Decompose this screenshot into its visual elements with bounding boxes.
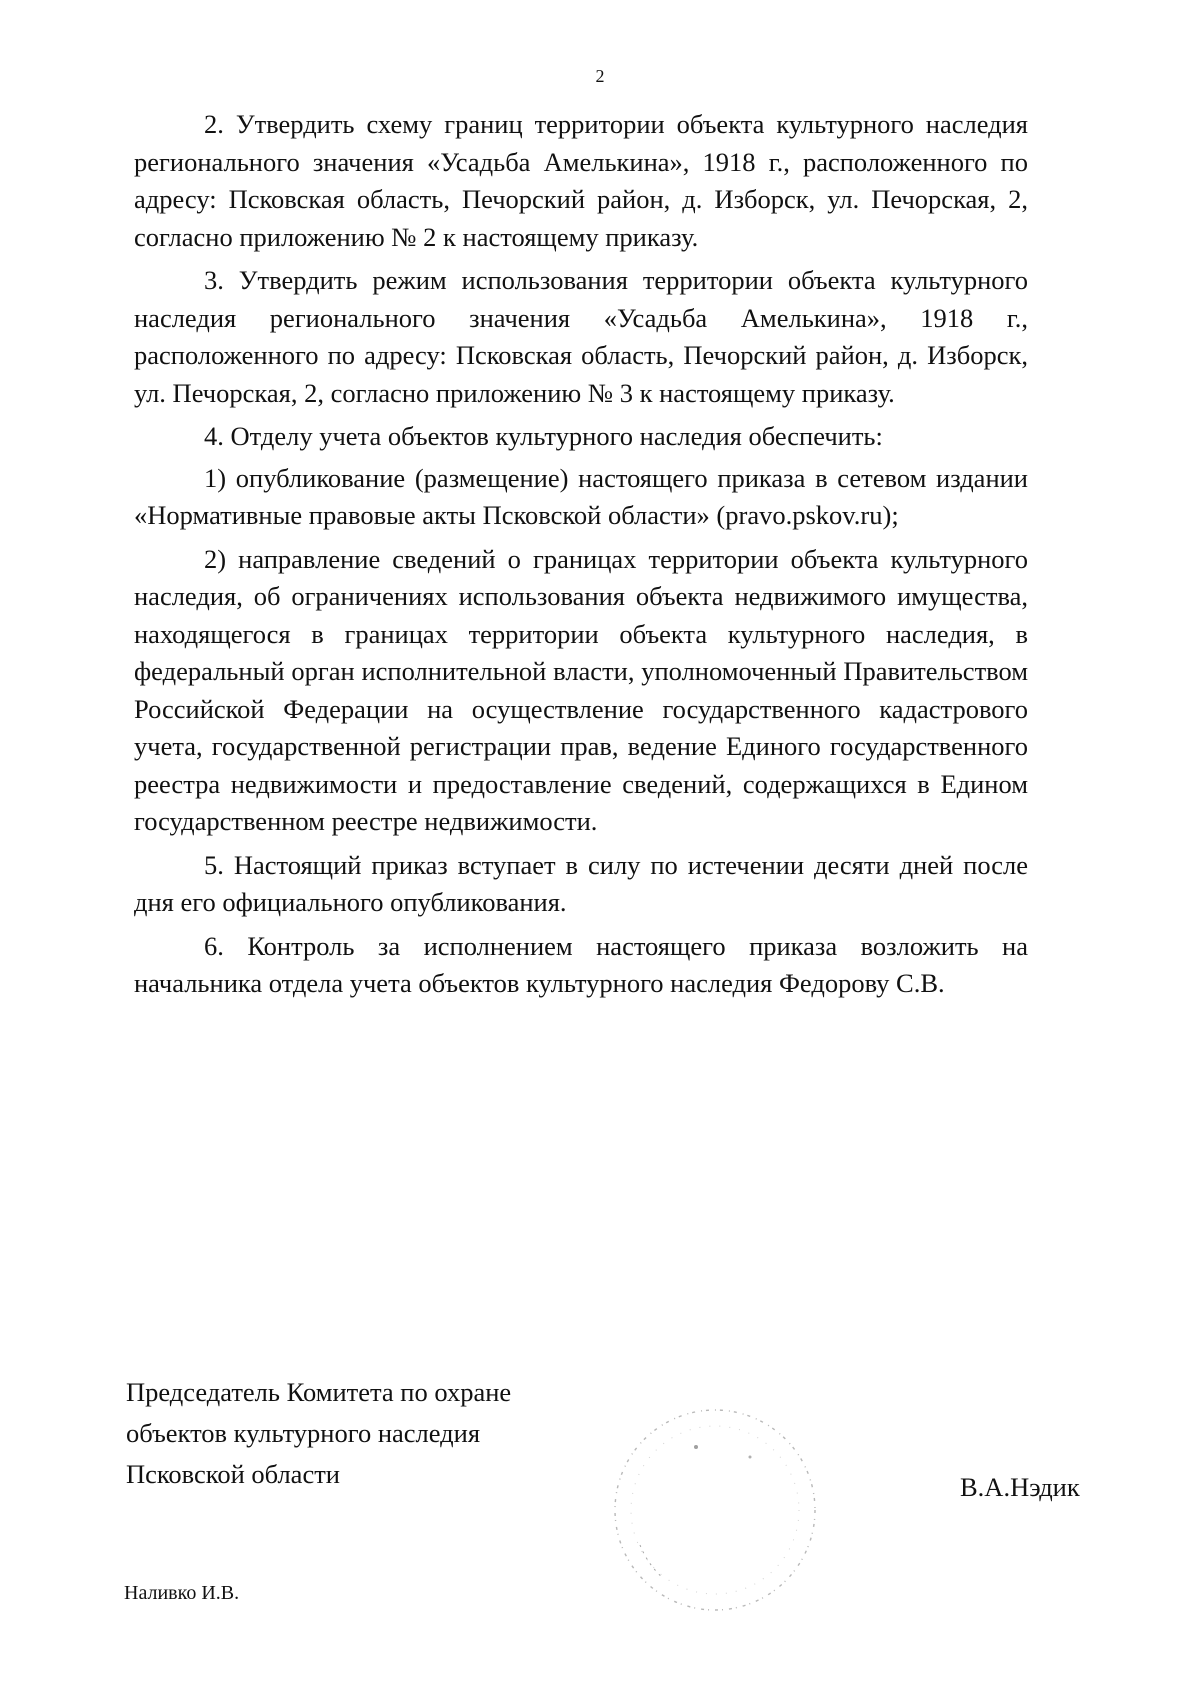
round-seal-icon [600, 1395, 830, 1625]
signatory-title [126, 1372, 511, 1495]
clause-3: 3. Утвердить режим использования территории объекта культурного наследия регионального значения «Усадьба Амелькина», 1918 г., расположенного по адресу: Псковская область, Печорский район, д. Изборск, ул. Печорская, 2, согласно приложению № 3 к настоящему приказу. [134, 265, 1028, 408]
executor-name: Наливко И.В. [124, 1582, 240, 1604]
clause-5: 5. Настоящий приказ вступает в силу по истечении десяти дней после дня его официального опубликования. [134, 849, 1028, 917]
clause-4-item-1: 1) опубликование (размещение) настоящего приказа в сетевом издании «Нормативные правовые акты Псковской области» (pravo.pskov.ru); [134, 462, 1028, 530]
signatory-title-line: Псковской области [126, 1459, 340, 1489]
signatory-title-line: объектов культурного наследия [126, 1418, 481, 1448]
clause-4-item-2: 2) направление сведений о границах территории объекта культурного наследия, об ограничениях использования объекта недвижимого имущества, находящегося в границах территории объекта культурного наследия, в федеральный орган исполнительной власти, уполномоченный Правительством Российской Федерации на осуществление государственного кадастрового учета, государственной регистрации прав, ведение Единого государственного реестра недвижимости и предоставление сведений, содержащихся в Едином государственном реестре недвижимости. [134, 543, 1028, 836]
signatory-title-line: Председатель Комитета по охране [126, 1377, 512, 1407]
clause-4: 4. Отделу учета объектов культурного наследия обеспечить: [204, 421, 883, 451]
clause-6: 6. Контроль за исполнением настоящего приказа возложить на начальника отдела учета объектов культурного наследия Федорову С.В. [134, 930, 1028, 998]
signatory-name: В.А.Нэдик [960, 1472, 1080, 1502]
page-number: 2 [595, 66, 605, 86]
document-body [134, 106, 1028, 1003]
clause-2: 2. Утвердить схему границ территории объекта культурного наследия регионального значения «Усадьба Амелькина», 1918 г., расположенного по адресу: Псковская область, Печорский район, д. Изборск, ул. Печорская, 2, согласно приложению № 2 к настоящему приказу. [134, 109, 1028, 252]
